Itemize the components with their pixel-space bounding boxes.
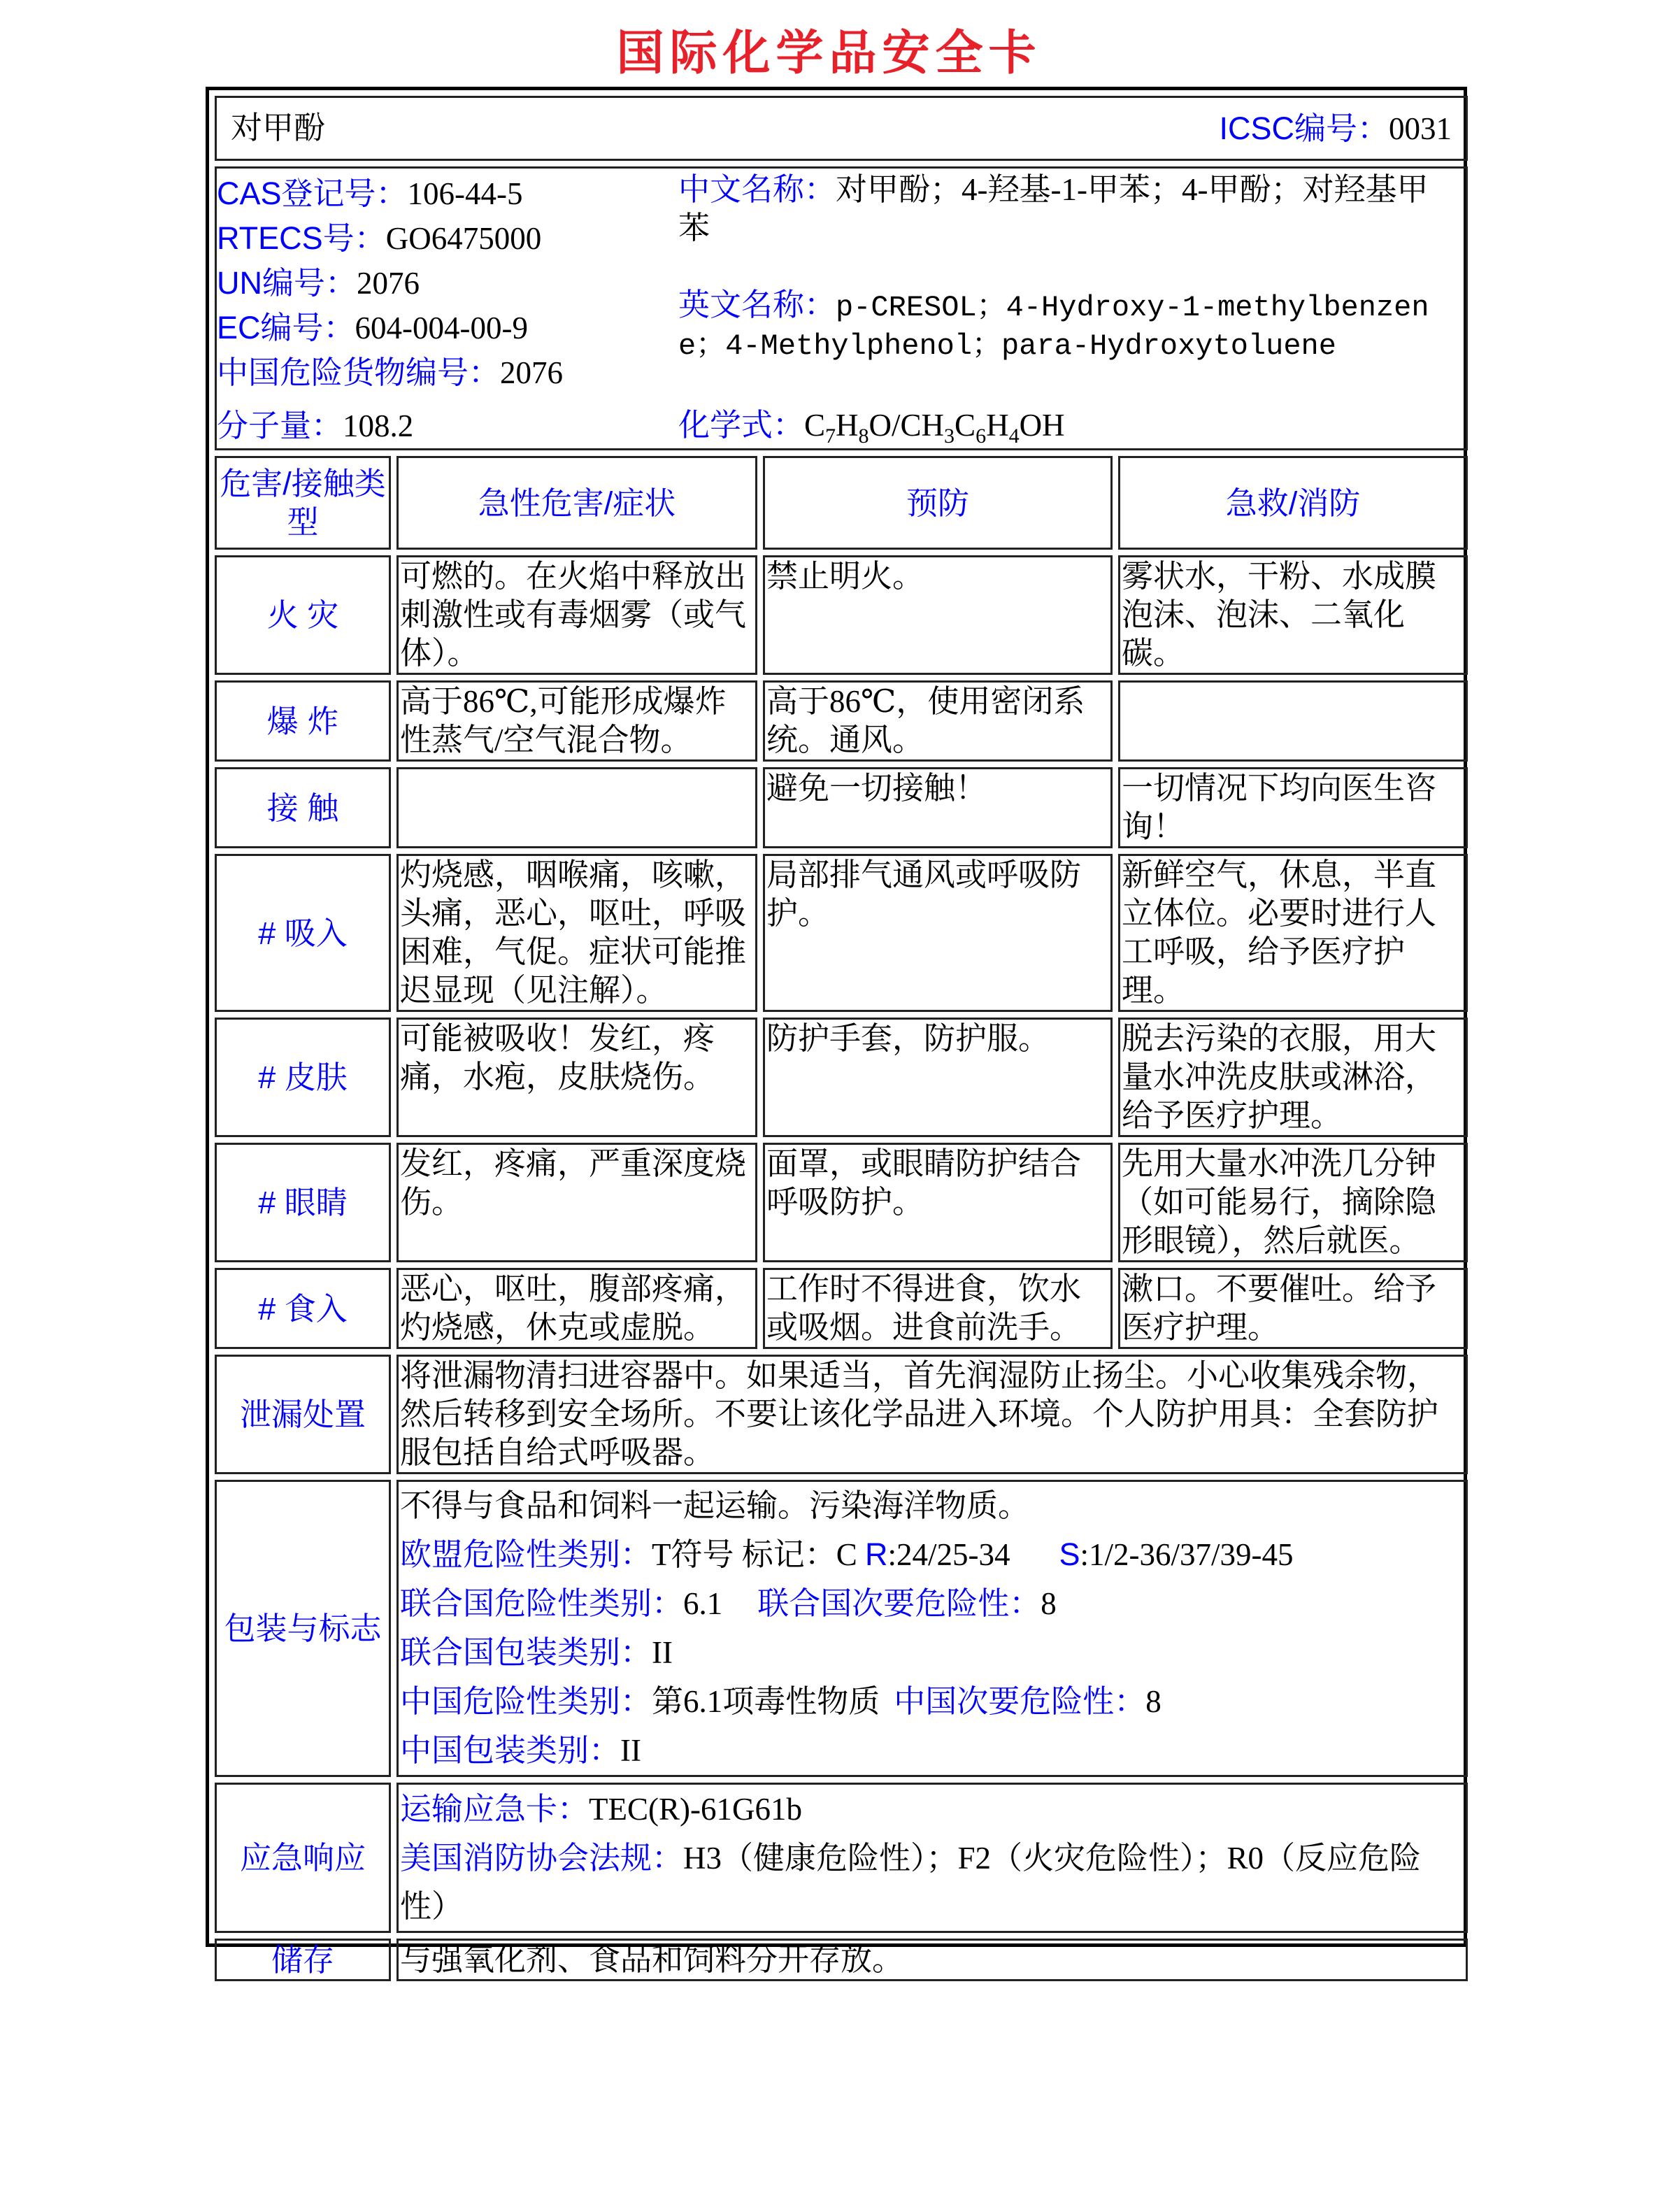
un-value: 2076 <box>357 266 420 301</box>
row-symptoms: 发红，疼痛，严重深度烧伤。 <box>396 1143 757 1262</box>
storage-text: 与强氧化剂、食品和饲料分开存放。 <box>396 1939 1468 1981</box>
cn-dangerous-goods-label: 中国危险货物编号： <box>217 355 501 390</box>
english-name-value: p-CRESOL；4-Hydroxy-1-methylbenzene；4-Methylphenol；para-Hydroxytoluene <box>678 291 1429 363</box>
hazard-row <box>215 680 1468 762</box>
rtecs-label: RTECS号： <box>217 220 386 256</box>
rtecs-value: GO6475000 <box>385 221 542 256</box>
header-row <box>215 96 1468 161</box>
spill-text: 将泄漏物清扫进容器中。如果适当，首先润湿防止扬尘。小心收集残余物，然后转移到安全场所。不要让该化学品进入环境。个人防护用具：全套防护服包括自给式呼吸器。 <box>396 1355 1468 1474</box>
row-symptoms: 灼烧感，咽喉痛，咳嗽，头痛，恶心，呕吐，呼吸困难，气促。症状可能推迟显现（见注解）。 <box>396 854 757 1012</box>
nfpa-label: 美国消防协会法规： <box>400 1840 684 1876</box>
transport-card-value: TEC(R)-61G61b <box>589 1792 802 1827</box>
row-type: # 吸入 <box>215 854 391 1012</box>
cas-label: CAS登记号： <box>217 176 408 211</box>
formula-value: $C_7H_8O/CH_3C_6H_4OH$ <box>804 408 1065 448</box>
row-aid: 一切情况下均向医生咨询！ <box>1118 767 1468 848</box>
hazard-row <box>215 1018 1468 1137</box>
english-name-label: 英文名称： <box>678 287 836 322</box>
ec-value: 604-004-00-9 <box>355 311 528 345</box>
col-symptoms: 急性危害/症状 <box>396 456 757 550</box>
col-prevention: 预防 <box>763 456 1113 550</box>
row-symptoms: 恶心，呕吐，腹部疼痛，灼烧感，休克或虚脱。 <box>396 1268 757 1349</box>
hazard-row <box>215 767 1468 848</box>
un-label: UN编号： <box>217 265 357 301</box>
packaging-transport-note: 不得与食品和饲料一起运输。污染海洋物质。 <box>400 1488 1030 1523</box>
cas-value: 106-44-5 <box>407 176 523 211</box>
row-aid: 漱口。不要催吐。给予医疗护理。 <box>1118 1268 1468 1349</box>
molecular-weight-value: 108.2 <box>343 408 414 443</box>
row-type: 接 触 <box>215 767 391 848</box>
cn-class-label: 中国危险性类别： <box>400 1683 652 1719</box>
chinese-name-label: 中文名称： <box>678 171 836 207</box>
row-symptoms: 可能被吸收！发红，疼痛，水疱，皮肤烧伤。 <box>396 1018 757 1137</box>
identifiers-row <box>215 166 1468 450</box>
nfpa-value: H3（健康危险性）；F2（火灾危险性）；R0（反应危险性） <box>400 1841 1422 1924</box>
eu-class-value: T符号 标记：C <box>652 1537 866 1572</box>
eu-class-label: 欧盟危险性类别： <box>400 1536 652 1572</box>
storage-label: 储存 <box>215 1939 391 1981</box>
column-header-row <box>215 456 1468 550</box>
col-type: 危害/接触类型 <box>215 456 391 550</box>
cn-dangerous-goods-value: 2076 <box>500 355 564 390</box>
cn-packing-label: 中国包装类别： <box>400 1732 621 1768</box>
formula-label: 化学式： <box>678 407 805 443</box>
icsc-value: 0031 <box>1389 110 1452 146</box>
un-packing-label: 联合国包装类别： <box>400 1634 652 1670</box>
molecular-weight-label: 分子量： <box>217 408 343 443</box>
row-symptoms <box>396 767 757 848</box>
safety-card <box>206 87 1467 1978</box>
chemical-name: 对甲酚 <box>231 110 326 145</box>
row-type: # 食入 <box>215 1268 391 1349</box>
row-prevention: 防护手套，防护服。 <box>763 1018 1113 1137</box>
un-packing-value: II <box>652 1635 673 1670</box>
row-type: # 眼睛 <box>215 1143 391 1262</box>
cn-subsidiary-value: 8 <box>1145 1684 1162 1719</box>
ec-label: EC编号： <box>217 310 355 345</box>
cn-class-value: 第6.1项毒性物质 <box>652 1684 880 1719</box>
r-label: R <box>865 1536 888 1572</box>
hazard-row <box>215 555 1468 675</box>
cn-subsidiary-label: 中国次要危险性： <box>894 1683 1146 1719</box>
emergency-row <box>215 1783 1468 1933</box>
hazard-row <box>215 854 1468 1012</box>
un-subsidiary-label: 联合国次要危险性： <box>757 1585 1041 1621</box>
spill-row <box>215 1355 1468 1474</box>
row-aid <box>1118 680 1468 762</box>
storage-row <box>215 1939 1468 1981</box>
row-type: 爆 炸 <box>215 680 391 762</box>
emergency-label: 应急响应 <box>215 1783 391 1933</box>
col-first-aid: 急救/消防 <box>1118 456 1468 550</box>
row-prevention: 局部排气通风或呼吸防护。 <box>763 854 1113 1012</box>
row-prevention: 禁止明火。 <box>763 555 1113 675</box>
row-aid: 新鲜空气，休息，半直立体位。必要时进行人工呼吸，给予医疗护理。 <box>1118 854 1468 1012</box>
row-prevention: 高于86℃，使用密闭系统。通风。 <box>763 680 1113 762</box>
card-table-top <box>209 90 1473 1987</box>
packaging-label: 包装与标志 <box>215 1480 391 1777</box>
icsc-label: ICSC编号： <box>1219 110 1389 146</box>
spill-label: 泄漏处置 <box>215 1355 391 1474</box>
un-class-value: 6.1 <box>683 1586 723 1621</box>
s-label: S <box>1059 1536 1080 1572</box>
transport-card-label: 运输应急卡： <box>400 1791 589 1827</box>
cn-packing-value: II <box>620 1733 641 1768</box>
row-prevention: 避免一切接触！ <box>763 767 1113 848</box>
hazard-row <box>215 1268 1468 1349</box>
row-prevention: 工作时不得进食，饮水或吸烟。进食前洗手。 <box>763 1268 1113 1349</box>
row-prevention: 面罩，或眼睛防护结合呼吸防护。 <box>763 1143 1113 1262</box>
un-class-label: 联合国危险性类别： <box>400 1585 684 1621</box>
packaging-row <box>215 1480 1468 1777</box>
page-title: 国际化学品安全卡 <box>616 26 1042 81</box>
row-type: # 皮肤 <box>215 1018 391 1137</box>
chinese-name-value: 对甲酚；4-羟基-1-甲苯；4-甲酚；对羟基甲苯 <box>678 172 1429 245</box>
s-phrases: :1/2-36/37/39-45 <box>1080 1537 1294 1572</box>
hazard-row <box>215 1143 1468 1262</box>
row-aid: 雾状水，干粉、水成膜泡沫、泡沫、二氧化碳。 <box>1118 555 1468 675</box>
r-phrases: :24/25-34 <box>887 1537 1010 1572</box>
row-symptoms: 高于86℃,可能形成爆炸性蒸气/空气混合物。 <box>396 680 757 762</box>
un-subsidiary-value: 8 <box>1041 1586 1057 1621</box>
row-aid: 先用大量水冲洗几分钟（如可能易行，摘除隐形眼镜），然后就医。 <box>1118 1143 1468 1262</box>
row-symptoms: 可燃的。在火焰中释放出刺激性或有毒烟雾（或气体）。 <box>396 555 757 675</box>
row-type: 火 灾 <box>215 555 391 675</box>
row-aid: 脱去污染的衣服，用大量水冲洗皮肤或淋浴，给予医疗护理。 <box>1118 1018 1468 1137</box>
